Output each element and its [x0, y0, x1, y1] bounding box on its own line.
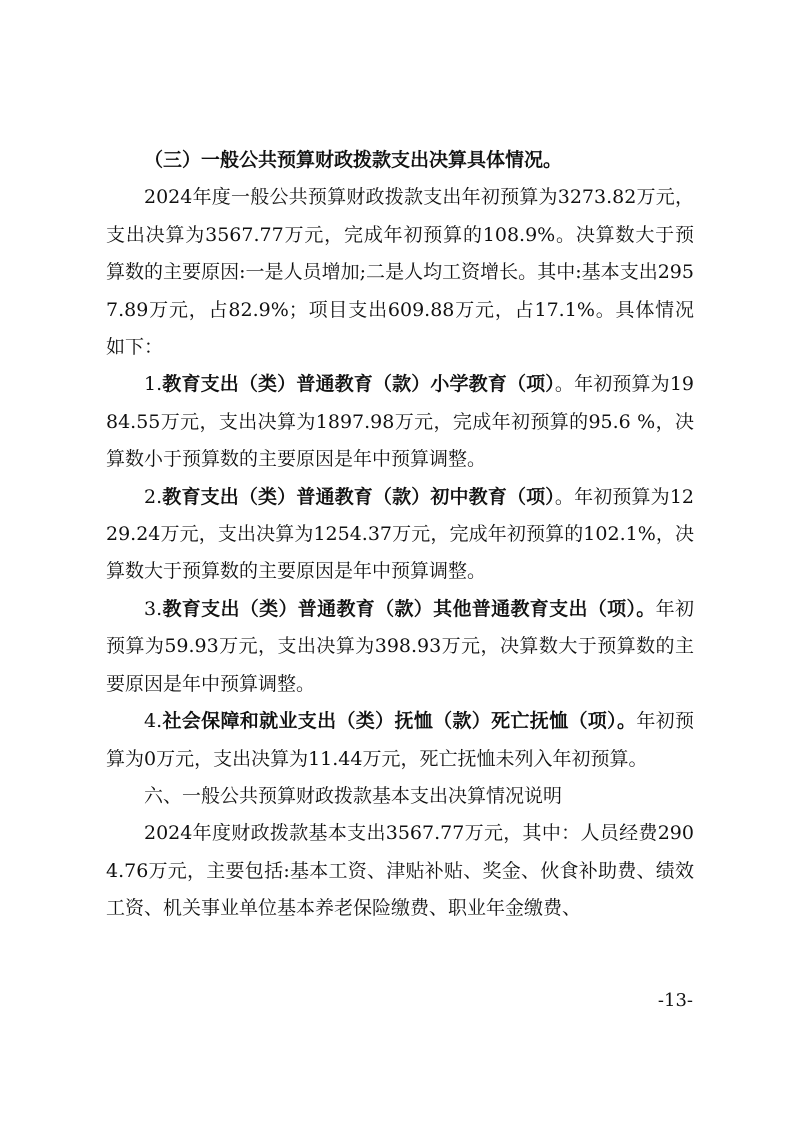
item-paragraph-3	[106, 591, 694, 703]
page-number: -13-	[657, 990, 693, 1011]
item-number: 2.	[144, 485, 163, 508]
item-number: 3.	[144, 597, 163, 620]
item-title: 教育支出（类）普通教育（款）其他普通教育支出（项）。	[162, 597, 656, 620]
item-body: 。年初预算为1229.24万元，支出决算为1254.37万元，完成年初预算的102.1%，决算数大于预算数的主要原因是年中预算调整。	[106, 485, 694, 583]
item-body: 年初预算为0万元，支出决算为11.44万元，死亡抚恤未列入年初预算。	[106, 710, 694, 770]
item-title: 教育支出（类）普通教育（款）初中教育（项）	[162, 485, 555, 508]
item-body: 年初预算为59.93万元，支出决算为398.93万元，决算数大于预算数的主要原因是年中预算调整。	[106, 597, 694, 695]
item-body: 。年初预算为1984.55万元，支出决算为1897.98万元，完成年初预算的95.6 %，决算数小于预算数的主要原因是年中预算调整。	[106, 373, 694, 471]
intro-paragraph: 2024年度一般公共预算财政拨款支出年初预算为3273.82万元，支出决算为3567.77万元，完成年初预算的108.9%。决算数大于预算数的主要原因:一是人员增加;二是人均工资增长。其中:基本支出2957.89万元，占82.9%；项目支出609.88万元，占17.1%。具体情况如下：	[106, 186, 694, 359]
item-number: 1.	[144, 373, 163, 396]
section-heading: （三）一般公共预算财政拨款支出决算具体情况。	[144, 149, 563, 171]
item-title: 社会保障和就业支出（类）抚恤（款）死亡抚恤（项）。	[162, 710, 637, 733]
item-paragraph-1	[106, 366, 694, 478]
section-six-paragraph: 2024年度财政拨款基本支出3567.77万元，其中：人员经费2904.76万元，主要包括:基本工资、津贴补贴、奖金、伙食补助费、绩效工资、机关事业单位基本养老保险缴费、职业年金缴费、	[106, 822, 694, 920]
item-paragraph-4	[106, 703, 694, 778]
item-paragraph-2	[106, 479, 694, 591]
item-number: 4.	[144, 710, 163, 733]
item-title: 教育支出（类）普通教育（款）小学教育（项）	[162, 373, 555, 396]
document-page	[106, 142, 694, 928]
section-six-heading: 六、一般公共预算财政拨款基本支出决算情况说明	[144, 784, 563, 807]
